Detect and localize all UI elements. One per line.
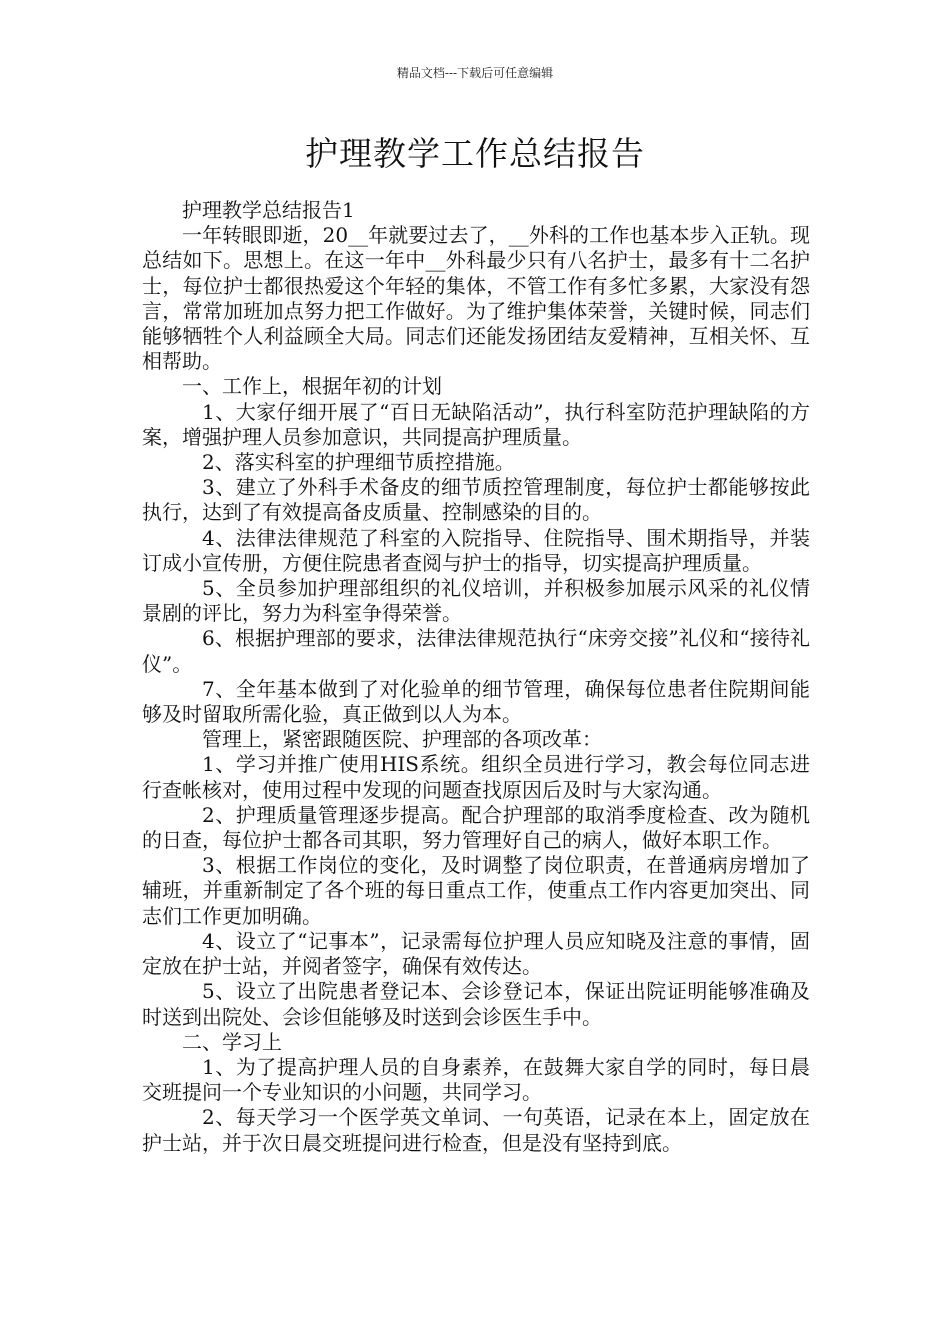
list-item: 1、大家仔细开展了“百日无缺陷活动”，执行科室防范护理缺陷的方案，增强护理人员参加意识，共同提高护理质量。 xyxy=(142,399,810,449)
section-heading: 管理上，紧密跟随医院、护理部的各项改革： xyxy=(202,727,602,752)
list-item: 2、护理质量管理逐步提高。配合护理部的取消季度检查、改为随机的日查，每位护士都各司其职，努力管理好自己的病人，做好本职工作。 xyxy=(142,802,810,853)
header-note: 精品文档---下载后可任意编辑 xyxy=(396,66,554,80)
list-item: 2、每天学习一个医学英文单词、一句英语，记录在本上，固定放在护士站，并于次日晨交班提问进行检查，但是没有坚持到底。 xyxy=(142,1105,810,1155)
document-title: 护理教学工作总结报告 xyxy=(305,134,645,173)
list-item: 4、法律法律规范了科室的入院指导、住院指导、围术期指导，并装订成小宣传册，方便住院患者查阅与护士的指导，切实提高护理质量。 xyxy=(142,525,810,575)
paragraph: 一年转眼即逝，20__年就要过去了，__外科的工作也基本步入正轨。现总结如下。思想上。在这一年中__外科最少只有八名护士，最多有十二名护士，每位护士都很热爱这个年轻的集体，不管工作有多忙多累，大家没有怨言，常常加班加点努力把工作做好。为了维护集体荣誉，关键时候，同志们能够牺牲个人利益顾全大局。同志们还能发扬团结友爱精神，互相关怀、互相帮助。 xyxy=(142,223,810,374)
list-item: 6、根据护理部的要求，法律法律规范执行“床旁交接”礼仪和“接待礼仪”。 xyxy=(142,626,810,676)
list-item: 3、建立了外科手术备皮的细节质控管理制度，每位护士都能够按此执行，达到了有效提高备皮质量、控制感染的目的。 xyxy=(142,475,810,525)
document-body xyxy=(142,198,810,1156)
section-heading: 一、工作上，根据年初的计划 xyxy=(182,374,442,399)
list-item: 7、全年基本做到了对化验单的细节管理，确保每位患者住院期间能够及时留取所需化验，真正做到以人为本。 xyxy=(142,676,810,727)
section-heading: 护理教学总结报告1 xyxy=(182,198,355,222)
list-item: 4、设立了“记事本”，记录需每位护理人员应知晓及注意的事情，固定放在护士站，并阅者签字，确保有效传达。 xyxy=(142,928,810,979)
list-item: 2、落实科室的护理细节质控措施。 xyxy=(202,450,515,475)
list-item: 5、设立了出院患者登记本、会诊登记本，保证出院证明能够准确及时送到出院处、会诊但能够及时送到会诊医生手中。 xyxy=(142,979,810,1029)
list-item: 3、根据工作岗位的变化，及时调整了岗位职责，在普通病房增加了辅班，并重新制定了各个班的每日重点工作，使重点工作内容更加突出、同志们工作更加明确。 xyxy=(142,853,810,928)
list-item: 1、学习并推广使用HIS系统。组织全员进行学习，教会每位同志进行查帐核对，使用过程中发现的问题查找原因后及时与大家沟通。 xyxy=(142,752,810,802)
section-heading: 二、学习上 xyxy=(182,1029,282,1054)
list-item: 1、为了提高护理人员的自身素养，在鼓舞大家自学的同时，每日晨交班提问一个专业知识的小问题，共同学习。 xyxy=(142,1054,810,1105)
list-item: 5、全员参加护理部组织的礼仪培训，并积极参加展示风采的礼仪情景剧的评比，努力为科室争得荣誉。 xyxy=(142,576,810,626)
